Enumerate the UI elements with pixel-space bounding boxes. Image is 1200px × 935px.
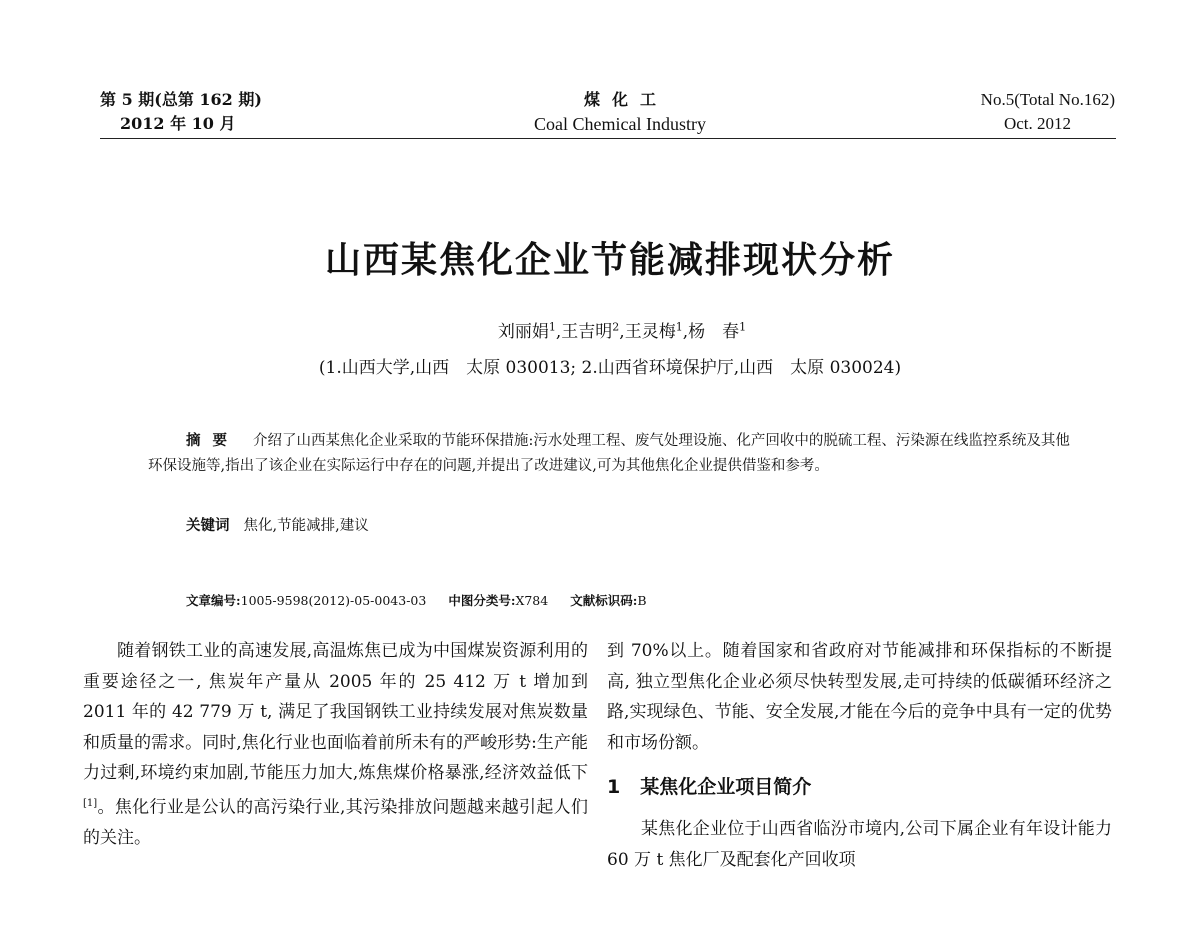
clc-number: X784: [515, 593, 549, 608]
section-heading: [607, 772, 1112, 802]
running-header-right: [900, 88, 1115, 136]
keywords-text: 焦化,节能减排,建议: [243, 518, 369, 534]
abstract-text: 介绍了山西某焦化企业采取的节能环保措施:污水处理工程、废气处理设施、化产回收中的脱硫工程、污染源在线监控系统及其他环保设施等,指出了该企业在实际运行中存在的问题,并提出了改进建议,可为其他焦化企业提供借鉴和参考。: [148, 433, 1070, 474]
body-paragraph: [83, 636, 588, 853]
abstract: [148, 428, 1078, 479]
issue-date-cn: 2012 年 10 月: [120, 114, 236, 133]
paragraph-text: 。焦化行业是公认的高污染行业,其污染排放问题越来越引起人们的关注。: [83, 797, 588, 848]
keywords-label: 关键词: [186, 517, 230, 534]
author-list: 刘丽娟$^1$,王吉明$^2$,王灵梅$^1$,杨 春$^1$: [497, 320, 747, 342]
affiliations: (1.山西大学,山西 太原 030013; 2.山西省环境保护厅,山西 太原 030024): [318, 358, 902, 378]
abstract-label: 摘要: [186, 432, 239, 449]
document-code-label: 文献标识码:: [570, 593, 638, 608]
issue-date-en: Oct. 2012: [1003, 114, 1071, 133]
section-number: 1: [607, 776, 621, 798]
author-affiliation-mark: 1: [675, 320, 683, 334]
running-header-center: [490, 88, 750, 136]
article-title: 山西某焦化企业节能减排现状分析: [324, 240, 895, 281]
author-name: 王灵梅: [624, 322, 676, 342]
paragraph-text: 随着钢铁工业的高速发展,高温炼焦已成为中国煤炭资源利用的重要途径之一, 焦炭年产量从 2005 年的 25 412 万 t 增加到 2011 年的 42 779 万 t, 满足了我国钢铁工业持续发展对焦炭数量和质量的需求。同时,焦化行业也面临着前所未有的严峻形势:生产能力过剩,环境约束加剧,节能压力加大,炼焦煤价格暴涨,经济效益低下: [83, 641, 588, 783]
article-number-label: 文章编号:: [186, 593, 241, 608]
article-number: 1005-9598(2012)-05-0043-03: [240, 593, 427, 608]
body-column-left: [83, 636, 588, 853]
journal-name-en: Coal Chemical Industry: [534, 114, 706, 134]
author-affiliation-mark: 1: [548, 320, 556, 334]
section-title: 某焦化企业项目简介: [640, 776, 812, 798]
author-name: 刘丽娟: [497, 322, 549, 342]
author-name: 杨 春: [688, 322, 740, 342]
clc-number-label: 中图分类号:: [448, 593, 516, 608]
author-name: 王吉明: [561, 322, 613, 342]
article-metadata: [186, 591, 986, 609]
header-rule: [100, 138, 1116, 139]
author-affiliation-mark: 2: [612, 320, 620, 334]
author-affiliation-mark: 1: [739, 320, 747, 334]
issue-number-cn: 第 5 期(总第 162 期): [100, 90, 262, 109]
body-paragraph: 到 70%以上。随着国家和省政府对节能减排和环保指标的不断提高, 独立型焦化企业必须尽快转型发展,走可持续的低碳循环经济之路,实现绿色、节能、安全发展,才能在今后的竞争中具有一定的优势和市场份额。: [607, 641, 1112, 753]
issue-number-en: No.5(Total No.162): [980, 90, 1115, 109]
body-column-right: [607, 636, 1112, 875]
running-header-left: [100, 88, 340, 136]
document-code: B: [637, 593, 647, 608]
keywords: [186, 514, 786, 535]
body-paragraph: 某焦化企业位于山西省临汾市境内,公司下属企业有年设计能力 60 万 t 焦化厂及配套化产回收项: [607, 819, 1112, 870]
citation-ref: [1]: [83, 797, 98, 809]
journal-name-cn: 煤化工: [583, 90, 668, 109]
